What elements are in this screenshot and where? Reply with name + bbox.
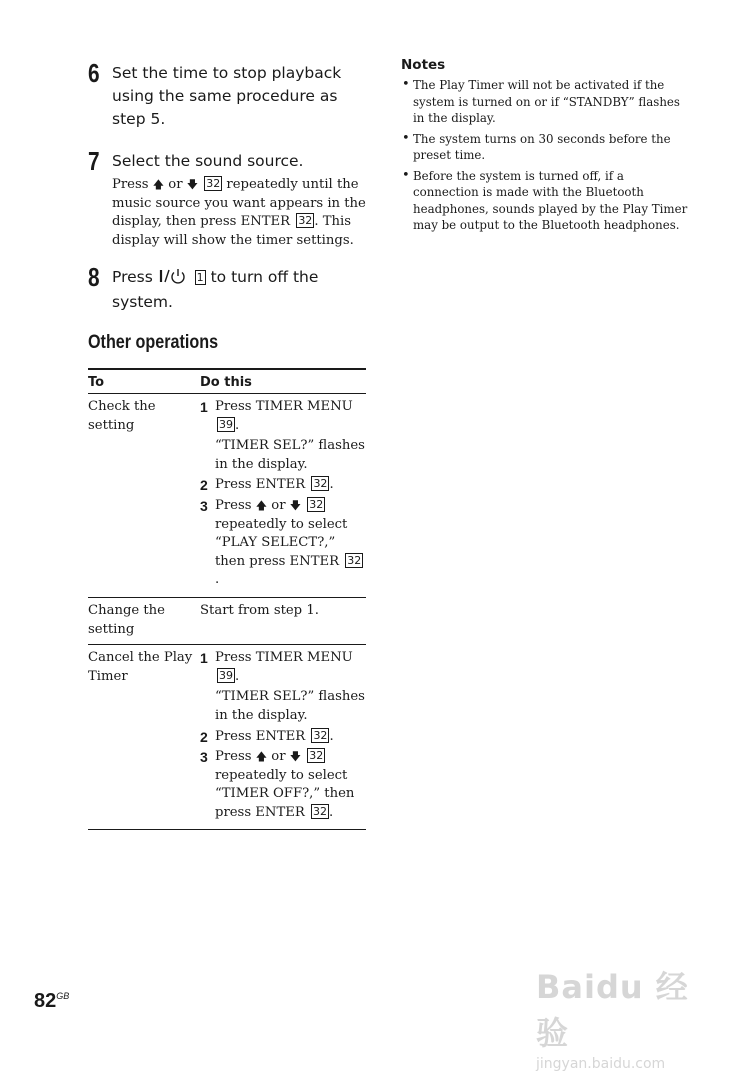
notes-section <box>401 57 691 238</box>
cell-to: Change the setting <box>88 597 200 644</box>
down-arrow-icon: 🡇 <box>186 178 199 191</box>
substep: 2 Press ENTER 32 . <box>200 477 334 494</box>
watermark-url: jingyan.baidu.com <box>536 1056 666 1072</box>
baidu-watermark-logo <box>536 962 716 1072</box>
notes-title: Notes <box>401 57 446 73</box>
down-arrow-icon: 🡇 <box>289 498 302 512</box>
watermark-main: Baidu 经验 <box>536 968 689 1052</box>
down-arrow-icon: 🡇 <box>289 750 302 764</box>
cell-do-this: Start from step 1. <box>200 597 366 644</box>
page-ref-box: 1 <box>196 271 204 284</box>
cell-do-this <box>200 645 366 830</box>
page-ref-box: 32 <box>206 177 221 190</box>
page-number: $82^{GB}$ <box>34 990 70 1012</box>
note-item: • The system turns on 30 seconds before the preset time. <box>401 131 691 164</box>
substep: 3 Press 🡅 or 🡇 32 repeatedly to select “TIMER OFF?,” then press ENTER 32 . <box>200 749 355 820</box>
step-title: Press 1 to turn off the system. <box>112 268 319 311</box>
step-title: Select the sound source. <box>112 152 304 170</box>
page-ref-box: 32 <box>309 497 324 511</box>
table-header-row <box>88 369 366 394</box>
up-arrow-icon: 🡅 <box>255 498 268 512</box>
up-arrow-icon: 🡅 <box>152 178 165 191</box>
substep: 1 Press TIMER MENU 39 . “TIMER SEL?” flashes in the display. <box>200 650 365 723</box>
operations-table <box>88 368 366 830</box>
step-body: Press 🡅 or 🡇 32 repeatedly until the music source you want appears in the display, then press ENTER 32 . This display will show the timer settings. <box>112 177 366 248</box>
step-title: Set the time to stop playback using the same procedure as step 5. <box>112 64 342 128</box>
step-number: 8 <box>88 262 100 292</box>
step-7 <box>88 146 368 250</box>
column-header-to: To <box>88 369 200 394</box>
step-number: 6 <box>88 58 100 88</box>
substep: 1 Press TIMER MENU 39 . “TIMER SEL?” flashes in the display. <box>200 399 365 472</box>
step-6 <box>88 58 368 131</box>
note-item: • Before the system is turned off, if a connection is made with the Bluetooth headphones, sounds played by the Play Timer may be output to the Bluetooth headphones. <box>401 168 691 234</box>
page-ref-box: 39 <box>219 417 233 431</box>
table-row <box>88 394 366 598</box>
power-icon <box>158 268 188 291</box>
substep: 2 Press ENTER 32 . <box>200 728 334 745</box>
page-ref-box: 32 <box>309 749 324 763</box>
page-ref-box: 32 <box>298 214 313 228</box>
table-row <box>88 645 366 830</box>
cell-to: Cancel the Play Timer <box>88 645 200 830</box>
section-title: Other operations <box>88 332 219 353</box>
cell-to: Check the setting <box>88 394 200 598</box>
cell-do-this <box>200 394 366 598</box>
table-row <box>88 597 366 644</box>
column-header-do-this: Do this <box>200 369 366 394</box>
page-ref-box: 39 <box>219 668 233 682</box>
up-arrow-icon: 🡅 <box>255 750 268 764</box>
step-8 <box>88 262 368 314</box>
step-number: 7 <box>88 146 100 176</box>
page-ref-box: 32 <box>313 804 327 818</box>
note-item: • The Play Timer will not be activated if the system is turned on or if “STANDBY” flashes in the display. <box>401 77 691 127</box>
page-ref-box: 32 <box>313 477 328 491</box>
substep: 3 Press 🡅 or 🡇 32 repeatedly to select “PLAY SELECT?,” then press ENTER 32. <box>200 497 362 588</box>
page-ref-box: 32 <box>347 553 362 567</box>
page-ref-box: 32 <box>313 728 328 742</box>
